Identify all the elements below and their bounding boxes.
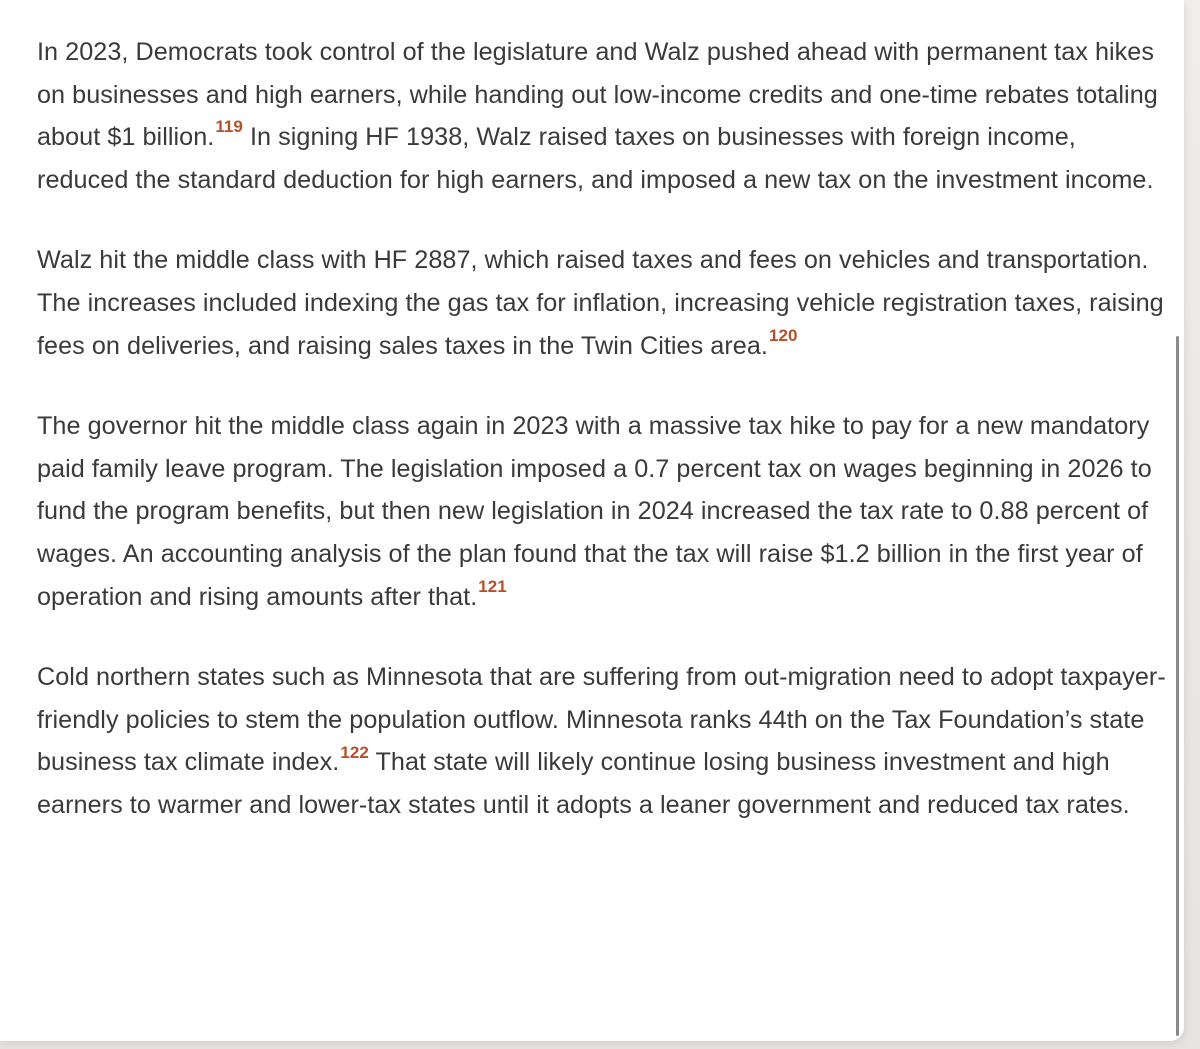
footnote-119[interactable]: 119: [215, 117, 243, 137]
paragraph-4-text-1: Cold northern states such as Minnesota that are suffering from out-migration need to adopt taxpayer-friendly policies to stem the population outflow. Minnesota ranks 44th on the Tax Foundation’s state business tax climate index.: [37, 663, 1166, 777]
article-body: [37, 31, 1167, 865]
footnote-122[interactable]: 122: [340, 742, 369, 762]
paragraph-2: [37, 239, 1167, 367]
vertical-scrollbar[interactable]: [1176, 336, 1179, 1036]
footnote-121[interactable]: 121: [478, 576, 507, 596]
paragraph-2-text-1: Walz hit the middle class with HF 2887, which raised taxes and fees on vehicles and transportation. The increases included indexing the gas tax for inflation, increasing vehicle registration taxes, raising fees on deliveries, and raising sales taxes in the Twin Cities area.: [37, 246, 1164, 360]
paragraph-1-text-2: In signing HF 1938, Walz raised taxes on businesses with foreign income, reduced the standard deduction for high earners, and imposed a new tax on the investment income.: [37, 123, 1154, 194]
paragraph-1-text-1: In 2023, Democrats took control of the legislature and Walz pushed ahead with permanent tax hikes on businesses and high earners, while handing out low-income credits and one-time rebates totaling about $1 billion.: [37, 38, 1158, 152]
paragraph-4: [37, 656, 1167, 826]
paragraph-3-text-1: The governor hit the middle class again in 2023 with a massive tax hike to pay for a new mandatory paid family leave program. The legislation imposed a 0.7 percent tax on wages beginning in 2026 to fund the program benefits, but then new legislation in 2024 increased the tax rate to 0.88 percent of wages. An accounting analysis of the plan found that the tax will raise $1.2 billion in the first year of operation and rising amounts after that.: [37, 412, 1152, 611]
footnote-120[interactable]: 120: [768, 325, 798, 345]
paragraph-4-text-2: That state will likely continue losing business investment and high earners to warmer and lower-tax states until it adopts a leaner government and reduced tax rates.: [37, 748, 1130, 819]
paragraph-3: [37, 405, 1167, 618]
paragraph-1: [37, 31, 1167, 201]
